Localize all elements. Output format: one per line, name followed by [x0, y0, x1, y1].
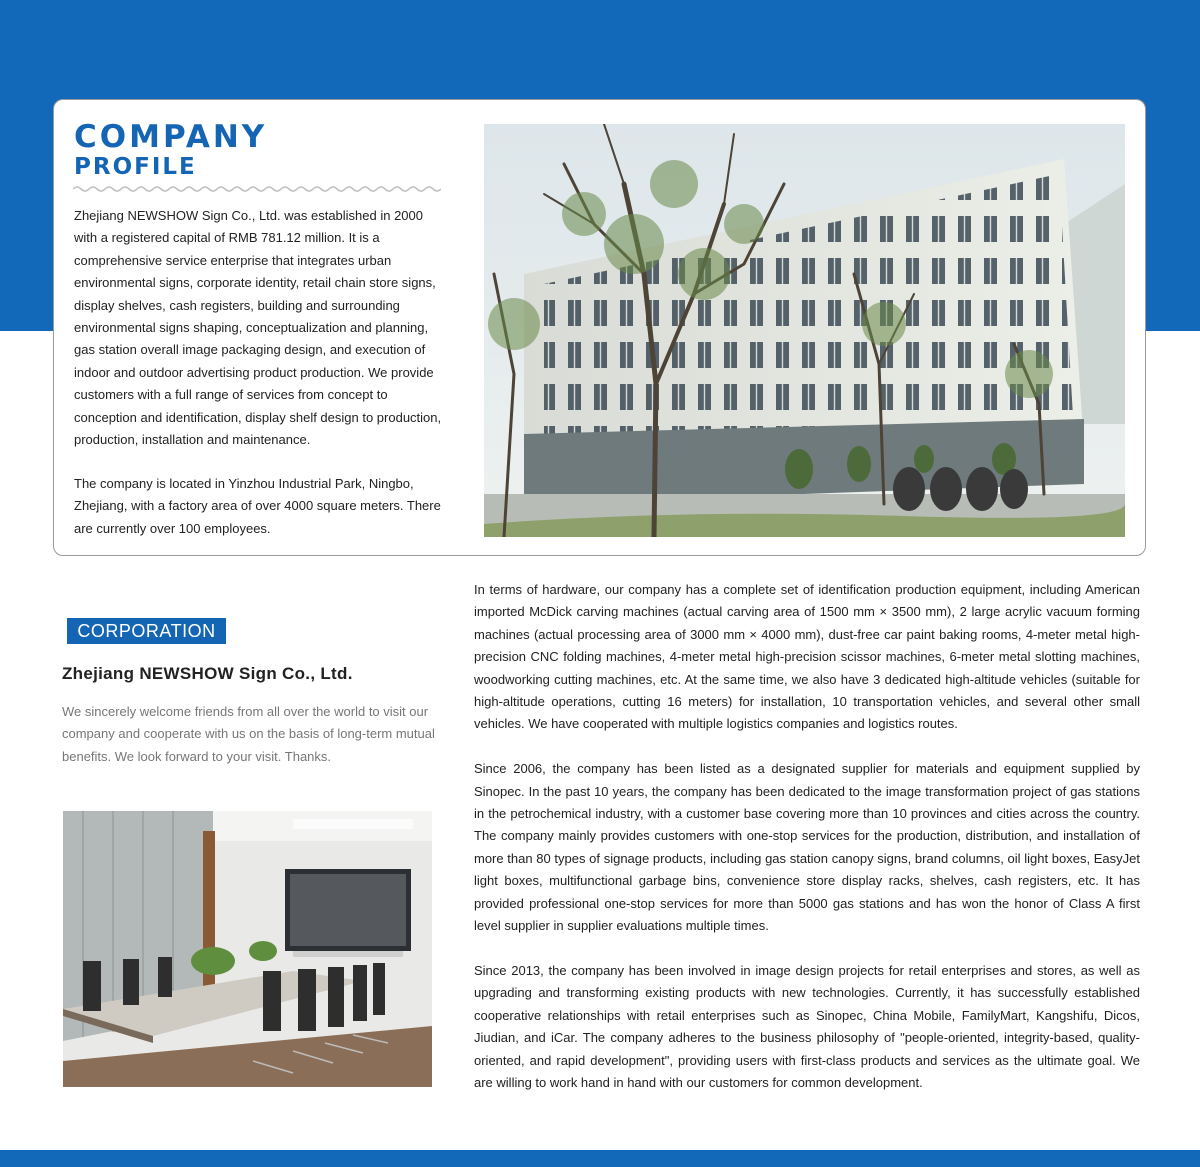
details-paragraph-3: Since 2013, the company has been involved in image design projects for retail enterprises and stores, as well as upgrading and transforming existing products with new technologies. Currently, it has successfully established cooperative relationships with retail enterprises such as Sinopec, China Mobile, FamilyMart, Kangshifu, Dicos, Jiudian, and iCar. The company adheres to the business philosophy of "people-oriented, integrity-based, quality-oriented, and rapid development", providing users with first-class products and services as the ultimate goal. We are willing to work hand in hand with our customers for common development. — [474, 962, 1140, 1090]
meeting-room-photo — [63, 811, 432, 1087]
building-photo — [484, 124, 1125, 537]
company-name: Zhejiang NEWSHOW Sign Co., Ltd. — [62, 664, 353, 683]
details-paragraph-1: In terms of hardware, our company has a complete set of identification production equipment, including American imported McDick carving machines (actual carving area of 1500 mm × 3500 mm), 2 large acrylic vacuum forming machines (actual processing area of 3000 mm × 4000 mm), dust-free car paint baking rooms, 4-meter metal high-precision CNC folding machines, 4-meter metal high-precision scissor machines, 6-meter metal slotting machines, woodworking cutting machines, etc. At the same time, we also have 3 dedicated high-altitude vehicles (suitable for high-altitude operations, cutting 16 meters) for installation, 10 transportation vehicles, and several other small vehicles. We have cooperated with multiple logistics companies and logistics routes. — [474, 582, 1140, 732]
details-paragraph-2: Since 2006, the company has been listed as a designated supplier for materials and equipment supplied by Sinopec. In the past 10 years, the company has been dedicated to the image transformation project of gas stations in the petrochemical industry, with a customer base covering more than 10 provinces and cities across the country. The company mainly provides customers with one-stop services for the production, distribution, and installation of more than 80 types of signage products, including gas station canopy signs, brand columns, oil light boxes, EasyJet light boxes, multifunctional garbage bins, convenience store display racks, shelves, cash registers, etc. It has provided professional one-stop services for more than 5000 gas stations and has won the honor of Class A first level supplier in supplier evaluations multiple times. — [474, 761, 1140, 934]
company-details — [474, 579, 1140, 1117]
bottom-blue-band — [0, 1150, 1200, 1167]
wave-divider — [73, 185, 441, 193]
profile-subtitle: PROFILE — [74, 154, 197, 180]
corporation-badge: CORPORATION — [67, 618, 226, 644]
profile-title: COMPANY — [74, 119, 268, 155]
profile-paragraph-2: The company is located in Yinzhou Industrial Park, Ningbo, Zhejiang, with a factory area of over 4000 square meters. There are currently over 100 employees. — [74, 476, 441, 536]
profile-paragraph-1: Zhejiang NEWSHOW Sign Co., Ltd. was established in 2000 with a registered capital of RMB 781.12 million. It is a comprehensive service enterprise that integrates urban environmental signs, corporate identity, retail chain store signs, display shelves, cash registers, building and surrounding environmental signs shaping, conceptualization and planning, gas station overall image packaging design, and execution of indoor and outdoor advertising product production. We provide customers with a full range of services from concept to conception and identification, display shelf design to production, production, installation and maintenance. — [74, 208, 442, 448]
welcome-text: We sincerely welcome friends from all over the world to visit our company and cooperate with us on the basis of long-term mutual benefits. We look forward to your visit. Thanks. — [62, 704, 435, 764]
